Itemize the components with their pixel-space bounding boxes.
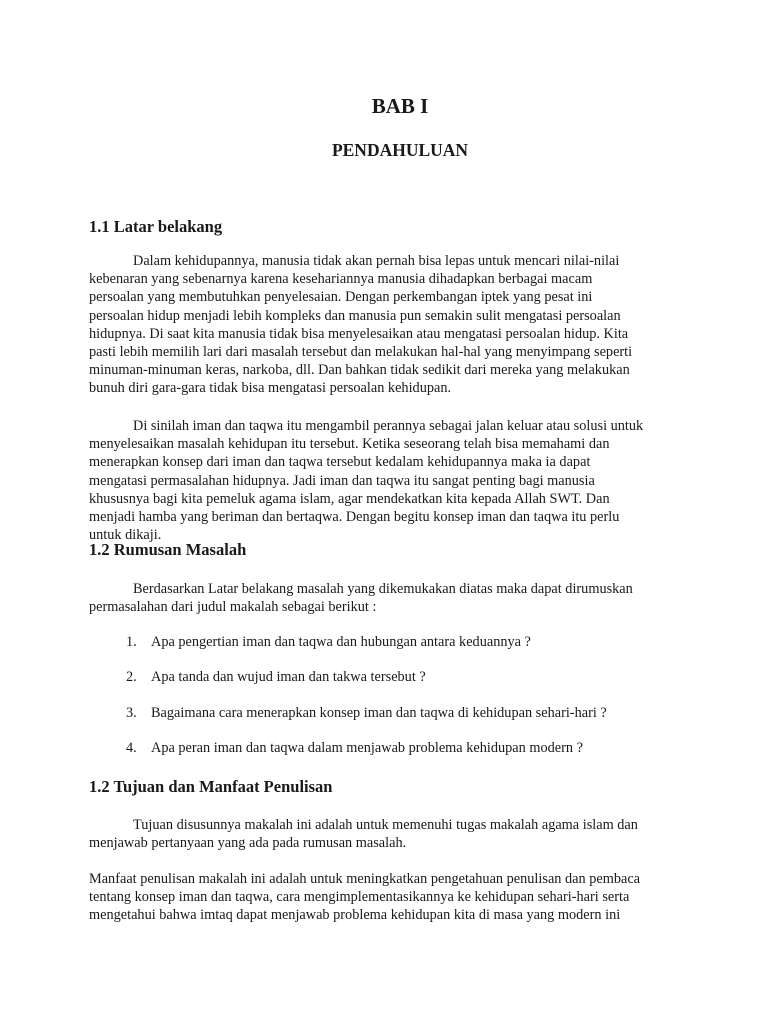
list-number: 2. [126,669,137,685]
text-line: persoalan hidup menjadi lebih kompleks dan manusia pun semakin sulit mengatasi persoalan [89,307,621,324]
section-heading: 1.1 Latar belakang [89,217,223,236]
text-line: kebenaran yang sebenarnya karena kesehariannya manusia dihadapkan berbagai macam [89,271,593,288]
list-text: Apa peran iman dan taqwa dalam menjawab problema kehidupan modern ? [151,740,583,756]
paragraph [89,580,689,616]
text-line: permasalahan dari judul makalah sebagai berikut : [89,599,377,616]
text-line: Manfaat penulisan makalah ini adalah untuk meningkatkan pengetahuan penulisan dan pembaca [89,871,641,887]
paragraph [89,870,689,925]
list-item [126,740,583,757]
section-heading: 1.2 Rumusan Masalah [89,540,247,559]
text-line: menjawab pertanyaan yang ada pada rumusan masalah. [89,835,407,852]
text-line: untuk dikaji. [89,527,162,544]
text-line: khususnya bagi kita pemeluk agama islam, agar mendekatkan kita kepada Allah SWT. Dan [89,490,610,507]
text-line: hidupnya. Di saat kita manusia tidak bisa menyelesaikan atau mengatasi persoalan hidup. Kita [89,325,629,342]
text-line: mengatasi permasalahan hidupnya. Jadi iman dan taqwa itu sangat penting bagi manusia [89,472,595,489]
list-number: 3. [126,705,137,721]
text-line: menyelesaikan masalah kehidupan itu tersebut. Ketika seseorang telah bisa memahami dan [89,436,610,453]
text-line: mengetahui bahwa imtaq dapat menjawab problema kehidupan kita di masa yang modern ini [89,907,621,924]
text-line: Di sinilah iman dan taqwa itu mengambil perannya sebagai jalan keluar atau solusi untuk [133,418,644,434]
text-line: persoalan yang membutuhkan penyelesaian. Dengan perkembangan iptek yang pesat ini [89,289,593,306]
list-text: Apa pengertian iman dan taqwa dan hubungan antara keduannya ? [151,634,531,650]
text-line: bunuh diri gara-gara tidak bisa mengatasi persoalan kehidupan. [89,380,452,397]
list-item [126,669,426,686]
chapter-title: BAB I [371,94,429,118]
text-line: tentang konsep iman dan taqwa, cara mengimplementasikannya ke kehidupan sehari-hari serta [89,889,630,906]
paragraph [89,816,689,852]
text-line: menjadi hamba yang beriman dan bertaqwa. Dengan begitu konsep iman dan taqwa itu perlu [89,509,620,526]
list-number: 4. [126,740,137,756]
text-line: menerapkan konsep dari iman dan taqwa tersebut kedalam kehidupannya maka ia dapat [89,454,591,471]
text-line: Dalam kehidupannya, manusia tidak akan pernah bisa lepas untuk mencari nilai-nilai [133,253,620,269]
paragraph [89,252,689,398]
text-line: Tujuan disusunnya makalah ini adalah untuk memenuhi tugas makalah agama islam dan [133,817,638,833]
section-heading: 1.2 Tujuan dan Manfaat Penulisan [89,777,333,796]
text-line: minuman-minuman keras, narkoba, dll. Dan bahkan tidak sedikit dari mereka yang melakukan [89,362,630,379]
list-item [126,705,607,722]
text-line: pasti lebih memilih lari dari masalah tersebut dan melakukan hal-hal yang menyimpang seperti [89,344,633,361]
paragraph [89,417,689,544]
list-text: Apa tanda dan wujud iman dan takwa tersebut ? [151,669,426,685]
list-item [126,634,531,651]
chapter-subtitle: PENDAHULUAN [331,140,469,160]
list-text: Bagaimana cara menerapkan konsep iman dan taqwa di kehidupan sehari-hari ? [151,705,607,721]
text-line: Berdasarkan Latar belakang masalah yang dikemukakan diatas maka dapat dirumuskan [133,581,633,597]
list-number: 1. [126,634,137,650]
